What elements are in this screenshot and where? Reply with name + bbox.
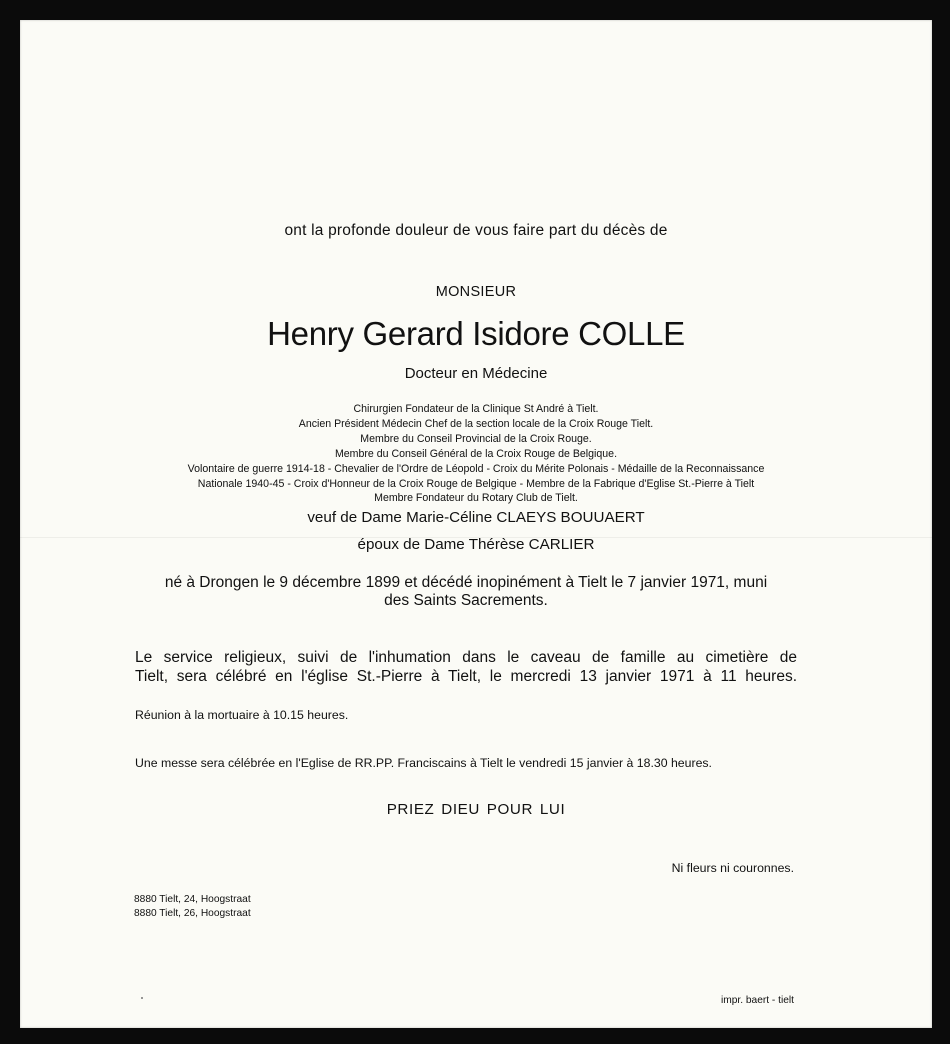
prayer-text: PRIEZ DIEU POUR LUI <box>386 801 566 818</box>
no-flowers-text: Ni fleurs ni couronnes. <box>671 861 794 875</box>
title-line: Volontaire de guerre 1914-18 - Chevalier de l'Ordre de Léopold - Croix du Mérite Polonais - Médaille de la Reconnaissance <box>187 462 765 475</box>
spouse-line: époux de Dame Thérèse CARLIER <box>357 536 595 553</box>
service-line: Tielt, sera célébré en l'église St.-Pierre à Tielt, le mercredi 13 janvier 1971 à 11 heures. <box>135 668 797 685</box>
title-line: Membre du Conseil Provincial de la Croix Rouge. <box>360 432 592 445</box>
title-line: Ancien Président Médecin Chef de la section locale de la Croix Rouge Tielt. <box>298 417 654 430</box>
address-line: 8880 Tielt, 26, Hoogstraat <box>134 907 251 919</box>
service-line: Le service religieux, suivi de l'inhumation dans le caveau de famille au cimetière de <box>135 649 797 666</box>
meeting-text: Réunion à la mortuaire à 10.15 heures. <box>135 708 349 722</box>
death-notice-card <box>20 20 932 1028</box>
deceased-name: Henry Gerard Isidore COLLE <box>267 315 685 352</box>
speck-mark <box>141 997 143 999</box>
title-line: Membre du Conseil Général de la Croix Rouge de Belgique. <box>334 447 618 460</box>
address-line: 8880 Tielt, 24, Hoogstraat <box>134 894 251 905</box>
mass-text: Une messe sera célébrée en l'Eglise de RR.PP. Franciscains à Tielt le vendredi 15 janvier à 18.30 heures. <box>135 756 712 770</box>
birth-death-line: né à Drongen le 9 décembre 1899 et décédé inopinément à Tielt le 7 janvier 1971, muni <box>164 574 768 591</box>
intro-text: ont la profonde douleur de vous faire part du décès de <box>284 222 668 239</box>
title-line: Chirurgien Fondateur de la Clinique St André à Tielt. <box>353 403 599 415</box>
title-prefix: MONSIEUR <box>435 284 517 300</box>
service-paragraph <box>135 648 797 686</box>
birth-death-paragraph <box>135 574 797 610</box>
widower-line: veuf de Dame Marie-Céline CLAEYS BOUUAERT <box>307 509 645 526</box>
birth-death-line: des Saints Sacrements. <box>384 592 548 609</box>
profession: Docteur en Médecine <box>404 365 548 382</box>
title-line: Membre Fondateur du Rotary Club de Tielt. <box>374 492 578 505</box>
address-block <box>134 893 251 920</box>
title-line: Nationale 1940-45 - Croix d'Honneur de la Croix Rouge de Belgique - Membre de la Fabrique d'Eglise St.-Pierre à Tielt <box>197 477 755 490</box>
printer-credit: impr. baert - tielt <box>720 995 794 1006</box>
titles-list <box>20 402 932 506</box>
